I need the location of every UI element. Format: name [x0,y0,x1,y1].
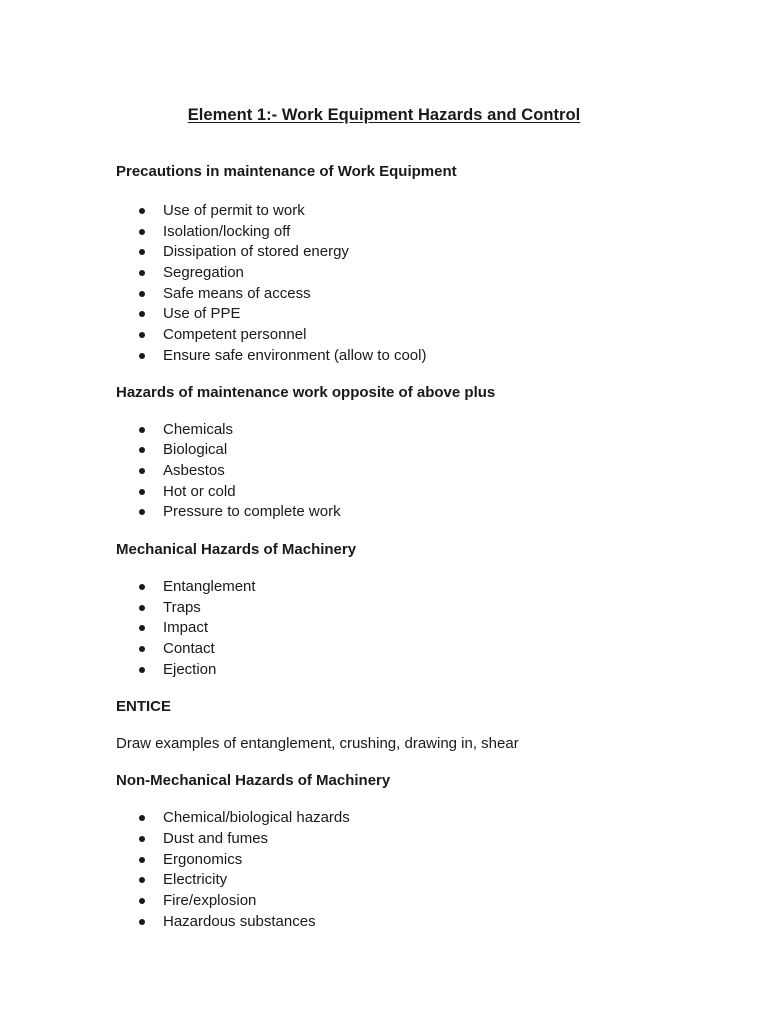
bullet-icon [139,311,145,317]
list-item: Chemical/biological hazards [116,808,716,829]
bullet-icon [139,667,145,673]
bullet-icon [139,877,145,883]
list-item: Dust and fumes [116,829,716,850]
bullet-icon [139,919,145,925]
list-item: Hot or cold [116,482,716,503]
list-mechanical-hazards [116,577,716,680]
list-item: Impact [116,618,716,639]
list-item: Dissipation of stored energy [116,242,716,263]
list-item: Fire/explosion [116,891,716,912]
section-heading-mechanical-hazards: Mechanical Hazards of Machinery [116,540,357,558]
bullet-icon [139,447,145,453]
bullet-icon [139,898,145,904]
bullet-icon [139,332,145,338]
bullet-icon [139,353,145,359]
list-item: Ensure safe environment (allow to cool) [116,346,716,367]
bullet-icon [139,509,145,515]
bullet-icon [139,489,145,495]
bullet-icon [139,836,145,842]
list-item: Hazardous substances [116,912,716,933]
bullet-icon [139,427,145,433]
list-item: Contact [116,639,716,660]
list-non-mechanical-hazards [116,808,716,932]
bullet-icon [139,229,145,235]
list-item: Isolation/locking off [116,222,716,243]
list-maintenance-hazards [116,420,716,523]
document-body [116,162,716,933]
list-item: Use of PPE [116,304,716,325]
list-item: Asbestos [116,461,716,482]
list-item: Chemicals [116,420,716,441]
bullet-icon [139,605,145,611]
bullet-icon [139,625,145,631]
list-item: Entanglement [116,577,716,598]
list-item: Use of permit to work [116,201,716,222]
list-item: Ejection [116,660,716,681]
list-item: Electricity [116,870,716,891]
list-item: Traps [116,598,716,619]
bullet-icon [139,291,145,297]
bullet-icon [139,584,145,590]
entice-label: ENTICE [116,698,172,716]
draw-note: Draw examples of entanglement, crushing, drawing in, shear [116,735,519,753]
section-heading-precautions: Precautions in maintenance of Work Equipment [116,163,457,180]
document-title: Element 1:- Work Equipment Hazards and Control [187,106,581,124]
list-item: Competent personnel [116,325,716,346]
bullet-icon [139,646,145,652]
list-item: Pressure to complete work [116,502,716,523]
list-item: Segregation [116,263,716,284]
bullet-icon [139,857,145,863]
list-precautions [116,201,716,367]
section-heading-maintenance-hazards: Hazards of maintenance work opposite of above plus [116,383,496,401]
bullet-icon [139,815,145,821]
list-item: Ergonomics [116,850,716,871]
section-heading-non-mechanical-hazards: Non-Mechanical Hazards of Machinery [116,772,391,790]
list-item: Safe means of access [116,284,716,305]
bullet-icon [139,208,145,214]
bullet-icon [139,468,145,474]
list-item: Biological [116,440,716,461]
bullet-icon [139,249,145,255]
bullet-icon [139,270,145,276]
